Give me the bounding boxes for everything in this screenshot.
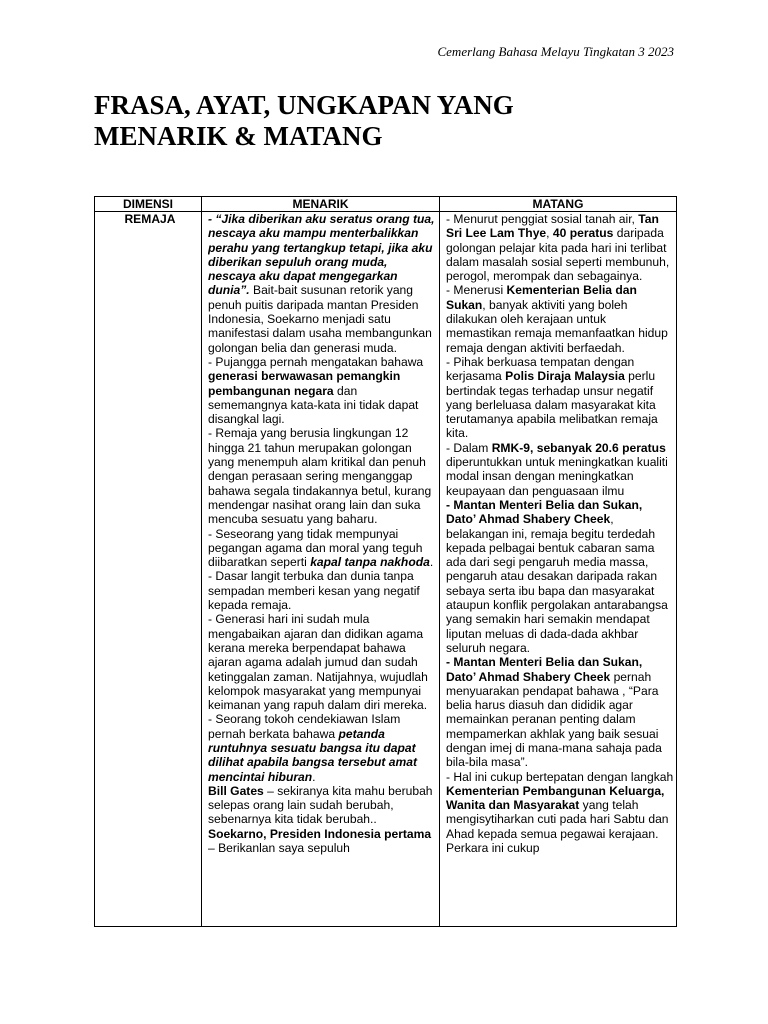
menarik-text-run: Bait-bait susunan retorik yang penuh puitis daripada mantan Presiden Indonesia, Soekarno menjadi satu manifestasi dalam usaha membangunkan golongan belia dan generasi muda. (208, 283, 432, 355)
menarik-text-run: - Seorang tokoh cendekiawan Islam pernah berkata bahawa (208, 712, 401, 741)
matang-text-run: 40 peratus (552, 226, 614, 241)
matang-content (446, 212, 674, 926)
menarik-content (208, 212, 437, 926)
matang-text-run: , banyak aktiviti yang boleh dilakukan oleh kerajaan untuk memastikan remaja memanfaatkan hidup remaja dengan aktiviti berfaedah. (446, 297, 668, 355)
menarik-text-run: – sekiranya kita mahu berubah selepas orang lain sudah berubah, sebenarnya kita tidak berubah.. (208, 783, 433, 827)
menarik-text-run: - Dasar langit terbuka dan dunia tanpa sempadan memberi kesan yang negatif kepada remaja. (208, 569, 420, 613)
menarik-text-run: - Pujangga pernah mengatakan bahawa (208, 354, 424, 369)
matang-text-run: Kementerian Pembangunan Keluarga, Wanita dan Masyarakat (446, 783, 665, 813)
matang-text-run: , (546, 226, 553, 241)
menarik-text-run: - “Jika diberikan aku seratus orang tua, nescaya aku mampu menterbalikkan perahu yang tertangkup tetapi, jika aku diberikan sepuluh orang muda, nescaya aku dapat mengegarkan dunia”. (208, 212, 435, 298)
menarik-text-run: – Berikanlan saya sepuluh (208, 841, 350, 856)
menarik-text-run: Soekarno, Presiden Indonesia pertama (208, 826, 432, 841)
menarik-text-run: - Remaja yang berusia lingkungan 12 hingga 21 tahun merupakan golongan yang menempuh alam kritikal dan penuh dengan perasaan sering menganggap bahawa segala tindakannya betul, kurang mendengar nasihat orang lain dan suka mencuba sesuatu yang baharu. (208, 426, 432, 527)
menarik-paragraph (208, 569, 437, 612)
matang-text-run: RMK-9, sebanyak 20.6 peratus (491, 440, 666, 455)
matang-paragraph (446, 498, 674, 655)
menarik-text-run: . (312, 769, 316, 784)
title-line-2: MENARIK & MATANG (94, 121, 383, 151)
table-row (95, 212, 677, 927)
header-dimensi: DIMENSI (95, 197, 202, 212)
menarik-paragraph (208, 212, 437, 355)
matang-text-run: - Mantan Menteri Belia dan Sukan, Dato’ Ahmad Shabery Cheek (446, 497, 643, 527)
table-header-row (95, 197, 677, 212)
menarik-text-run: . (429, 555, 434, 570)
menarik-paragraph (208, 612, 437, 712)
phrase-table (94, 196, 677, 927)
matang-text-run: perlu bertindak tegas terhadap unsur negatif yang berleluasa dalam masyarakat kita terutamanya apabila melibatkan remaja kita. (446, 369, 658, 441)
menarik-text-run: kapal tanpa nakhoda (310, 555, 430, 570)
menarik-paragraph (208, 426, 437, 526)
matang-cell (440, 212, 677, 927)
matang-text-run: , belakangan ini, remaja begitu terdedah kepada pelbagai bentuk cabaran sama ada dari segi pengaruh media massa, pengaruh atau desakan daripada rakan sebaya serta ibu bapa dan masyarakat ataupun konflik pergolakan antarabangsa yang semakin hari semakin mendapat liputan meluas di dada-dada akhbar seluruh negara. (446, 512, 668, 655)
menarik-paragraph (208, 527, 437, 570)
matang-text-run: - Pihak berkuasa tempatan dengan kerjasama (446, 354, 635, 384)
matang-paragraph (446, 441, 674, 498)
matang-text-run: pernah menyuarakan pendapat bahawa , “Para belia harus diasuh dan dididik agar memainkan peranan penting dalam mempamerkan akhlak yang baik sesuai dengan imej di mana-mana sahaja pada bila-bila masa”. (446, 669, 662, 770)
matang-paragraph (446, 283, 674, 354)
matang-text-run: - Menerusi (446, 283, 507, 298)
menarik-text-run: - Generasi hari ini sudah mula mengabaikan ajaran dan didikan agama kerana mereka berpendapat bahawa ajaran agama adalah jumud dan sudah ketinggalan zaman. Natijahnya, wujudlah kelompok masyarakat yang mempunyai keimanan yang rapuh dalam diri mereka. (208, 612, 428, 713)
title-line-1: FRASA, AYAT, UNGKAPAN YANG (94, 90, 514, 120)
matang-text-run: - Mantan Menteri Belia dan Sukan, Dato’ Ahmad Shabery Cheek (446, 655, 643, 684)
running-header: Cemerlang Bahasa Melayu Tingkatan 3 2023 (437, 44, 674, 59)
menarik-text-run: generasi berwawasan pemangkin pembangunan negara (208, 369, 401, 398)
page-title (94, 90, 694, 152)
matang-text-run: Tan Sri Lee Lam Thye (446, 212, 659, 241)
matang-text-run: daripada golongan pelajar kita pada hari ini terlibat dalam masalah sosial seperti membunuh, perogol, merompak dan sebagainya. (446, 226, 670, 284)
menarik-paragraph (208, 712, 437, 783)
matang-text-run: - Dalam (446, 440, 492, 455)
matang-paragraph (446, 655, 674, 769)
matang-paragraph (446, 770, 674, 856)
menarik-text-run: - Seseorang yang tidak mempunyai pegangan agama dan moral yang teguh diibaratkan seperti (208, 526, 423, 570)
menarik-paragraph (208, 355, 437, 426)
matang-text-run: Kementerian Belia dan Sukan (446, 283, 637, 312)
matang-text-run: diperuntukkan untuk meningkatkan kualiti modal insan dengan meningkatkan keupayaan dan penguasaan ilmu (446, 455, 668, 498)
dimension-cell: REMAJA (95, 212, 202, 927)
matang-paragraph (446, 212, 674, 283)
menarik-text-run: Bill Gates (208, 783, 264, 798)
matang-text-run: yang telah mengisytiharkan cuti pada hari Sabtu dan Ahad kepada semua pegawai kerajaan. Perkara ini cukup (446, 798, 669, 856)
matang-text-run: - Hal ini cukup bertepatan dengan langkah (446, 769, 674, 784)
header-menarik: MENARIK (202, 197, 440, 212)
menarik-cell (202, 212, 440, 927)
header-matang: MATANG (440, 197, 677, 212)
menarik-paragraph (208, 827, 437, 856)
menarik-paragraph (208, 784, 437, 827)
matang-paragraph (446, 355, 674, 441)
menarik-text-run: petanda runtuhnya sesuatu bangsa itu dapat dilihat apabila bangsa tersebut amat mencintai hiburan (208, 726, 418, 784)
menarik-text-run: dan sememangnya kata-kata ini tidak dapat disangkal lagi. (208, 383, 419, 427)
matang-text-run: Polis Diraja Malaysia (505, 369, 625, 384)
matang-text-run: - Menurut penggiat sosial tanah air, (446, 212, 639, 226)
